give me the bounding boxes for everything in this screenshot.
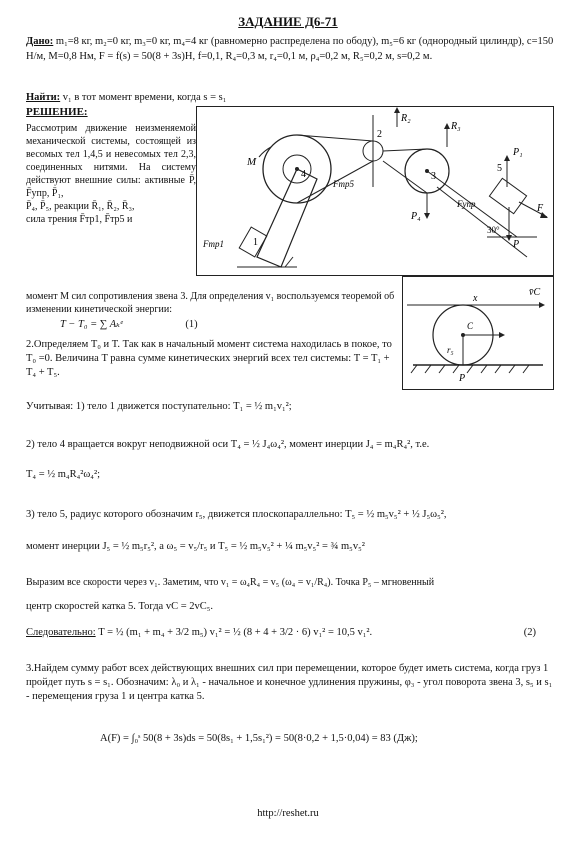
inset-label-vc: v̄C [529,287,541,298]
label-f: F [537,203,544,214]
find-text: v₁ в тот момент времени, когда s = s₁ [62,92,227,103]
label-body-2: 2 [377,129,382,140]
inset-diagram [403,277,553,389]
paragraph-4b: T₄ = ½ m₄R₄²ω₄²; [26,469,101,480]
inset-label-c: C [467,321,474,331]
paragraph-6b: центр скоростей катка 5. Тогда vC = 2vC₅. [26,601,214,612]
intro-line: Рассмотрим движение неизменяемой механической системы, состоящей из весомых тел 1,4,5 и невесомых тел 2,3, соединенных нитями. На систему действуют внешние силы: активные P̄, F̄упр, P̄₁, [26,123,196,199]
intro-line: сила трения F̄тр1, F̄тр5 и [26,214,133,225]
mechanism-diagram [197,107,553,275]
inset-label-r: r₅ [447,345,454,355]
given-label: Дано: [26,36,54,47]
given-section [26,34,556,64]
label-p: P [513,239,520,250]
intro-continuation: момент M сил сопротивления звена 3. Для определения v₁ воспользуемся теоремой об изменении кинетической энергии: [26,291,395,315]
label-ftr1: Fтр1 [203,239,224,249]
given-text: m₁=8 кг, m₂=0 кг, m₃=0 кг, m₄=4 кг (равномерно распределена по ободу), m₅=6 кг (однородный цилиндр), c=150 Н/м, M=0,8 Нм, F = f(s) = 50(8 + 3s)Н, f=0,1, R₄=0,3 м, r₄=0,1 м, ρ₄=0,2 м, R₅=0,2 м, s=0,2 м. [26,36,554,62]
inset-label-x: x [473,293,478,304]
paragraph-9: A(F) = ∫₀ˢ 50(8 + 3s)ds = 50(8s₁ + 1,5s₁²) = 50(8·0,2 + 1,5·0,04) = 83 (Дж); [100,733,418,744]
label-body-1: 1 [253,237,258,248]
paragraph-8: 3.Найдем сумму работ всех действующих внешних сил при перемещении, которое будет иметь система, когда груз 1 пройдет путь s = s₁. Обозначим: λ₀ и λ₁ - начальное и конечное удлинения пружины, φ₃ - угол поворота звена 3, s₅ и s₁ - перемещения груза 1 и центра катка 5. [26,663,553,702]
label-body-5: 5 [497,163,502,174]
mechanism-figure [196,106,554,276]
page-title: ЗАДАНИЕ Д6-71 [238,14,338,29]
paragraph-5b: момент инерции J₅ = ½ m₅r₅², а ω₅ = v₅/r₅ и T₅ = ½ m₅v₅² + ¼ m₅v₅² = ¾ m₅v₅² [26,541,365,552]
label-r2: R₂ [401,113,411,124]
footer-link[interactable]: http://reshet.ru [257,808,319,819]
label-r3: R₃ [451,121,461,132]
label-p4: P₄ [411,211,421,222]
equation-1: T − T₀ = ∑ Aₖᵉ (1) [60,319,198,330]
solution-heading: РЕШЕНИЕ: [26,106,88,118]
label-ftr5: Fтр5 [333,179,354,189]
label-angle: 30° [487,225,500,235]
label-fupr: Fупр [457,199,476,209]
intro-line: P̄₄, P̄₅, реакции R̄₁, R̄₂, R̄₃, [26,201,135,212]
solution-intro [26,122,196,226]
paragraph-7: Следовательно: T = ½ (m₁ + m₄ + 3/2 m₅) v₁² = ½ (8 + 4 + 3/2 · 6) v₁² = 10,5 v₁². (2) [26,627,536,638]
label-body-3: 3 [431,171,436,182]
paragraph-6: Выразим все скорости через v₁. Заметим, что v₁ = ω₄R₄ = v₅ (ω₄ = v₁/R₄). Точка P₅ – мгновенный [26,577,435,588]
label-moment: M [247,156,257,168]
paragraph-2: 2.Определяем T₀ и T. Так как в начальный момент система находилась в покое, то T₀ =0. Величина T равна сумме кинетических энергий всех тел системы: T = T₁ + T₄ + T₅. [26,339,392,378]
label-p1: P₁ [513,147,523,158]
paragraph-4: 2) тело 4 вращается вокруг неподвижной оси T₄ = ½ J₄ω₄², момент инерции J₄ = m₄R₄², т.е. [26,439,430,450]
inset-figure [402,276,554,390]
label-body-4: 4 [301,169,306,180]
paragraph-5: 3) тело 5, радиус которого обозначим r₅, движется плоскопараллельно: T₅ = ½ m₅v₅² + ½ J₅ω₅², [26,509,447,520]
paragraph-3: Учитывая: 1) тело 1 движется поступательно: T₁ = ½ m₁v₁²; [26,401,292,412]
find-label: Найти: [26,92,61,103]
inset-label-p: P [459,373,466,384]
find-section [26,92,226,103]
